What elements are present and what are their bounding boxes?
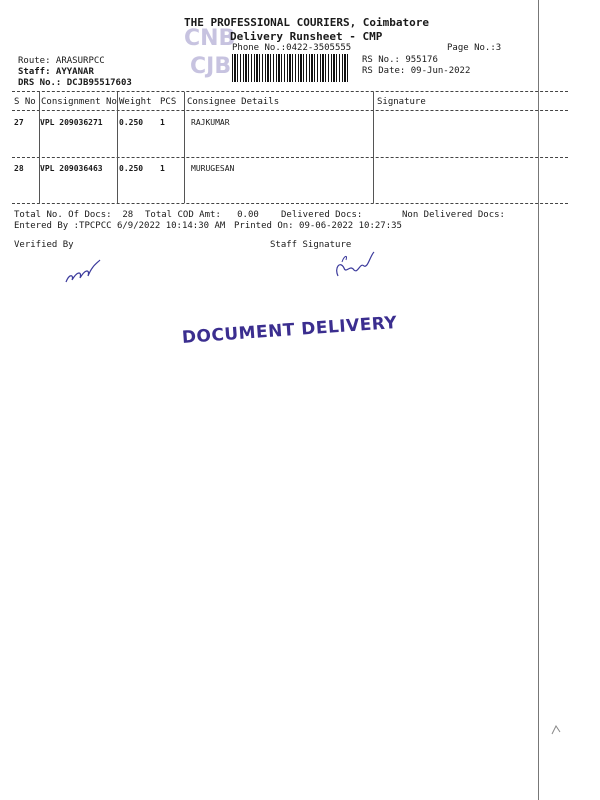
staff-signature-mark [330,246,378,282]
row-sno: 28 [14,164,24,173]
runsheet-title: Delivery Runsheet - CMP [230,30,383,43]
staff: Staff: AYYANAR [18,67,94,77]
col-divider [39,92,40,203]
verified-by: Verified By [14,240,74,250]
entered-by: Entered By :TPCPCC 6/9/2022 10:14:30 AM [14,221,226,231]
col-divider [373,92,374,203]
row-consignment: VPL 209036463 [40,164,103,173]
header-weight: Weight [119,97,152,107]
header-consignment: Consignment No [41,97,117,107]
header-consignee: Consignee Details [187,97,280,107]
row-consignment: VPL 209036271 [40,118,103,127]
total-docs: Total No. Of Docs: 28 [14,210,134,220]
rs-date: RS Date: 09-Jun-2022 [362,66,471,76]
col-divider [117,92,118,203]
page-number: Page No.:3 [447,43,502,53]
row-consignee: MURUGESAN [191,164,235,173]
table-header-rule [12,110,568,111]
row-sno: 27 [14,118,24,127]
col-divider [184,92,185,203]
table-top-rule [12,91,568,92]
corner-mark [548,722,564,738]
total-cod: Total COD Amt: 0.00 [145,210,259,220]
row-pcs: 1 [160,118,165,127]
stamp-line-2: CJB [190,54,232,79]
row-divider [12,157,568,158]
rs-number: RS No.: 955176 [362,55,438,65]
verifier-signature [60,254,106,288]
staff-signature: Staff Signature [270,240,352,250]
route: Route: ARASURPCC [18,56,105,66]
row-pcs: 1 [160,164,165,173]
company-title: THE PROFESSIONAL COURIERS, Coimbatore [184,16,430,29]
header-signature: Signature [377,97,426,107]
barcode [232,54,348,82]
table-bottom-rule [12,203,568,204]
drs-number: DRS No.: DCJB95517603 [18,78,132,88]
header-sno: S No [14,97,36,107]
stamp-line-1: CNB [184,26,236,51]
row-weight: 0.250 [119,164,144,173]
non-delivered-docs: Non Delivered Docs: [402,210,505,220]
row-consignee: RAJKUMAR [191,118,230,127]
printed-on: Printed On: 09-06-2022 10:27:35 [234,221,402,231]
header-pcs: PCS [160,97,177,107]
row-weight: 0.250 [119,118,144,127]
page-edge-rule [538,0,539,800]
delivered-docs: Delivered Docs: [281,210,363,220]
document-delivery-stamp: DOCUMENT DELIVERY [181,312,398,348]
phone-number: Phone No.:0422-3505555 [232,43,352,53]
